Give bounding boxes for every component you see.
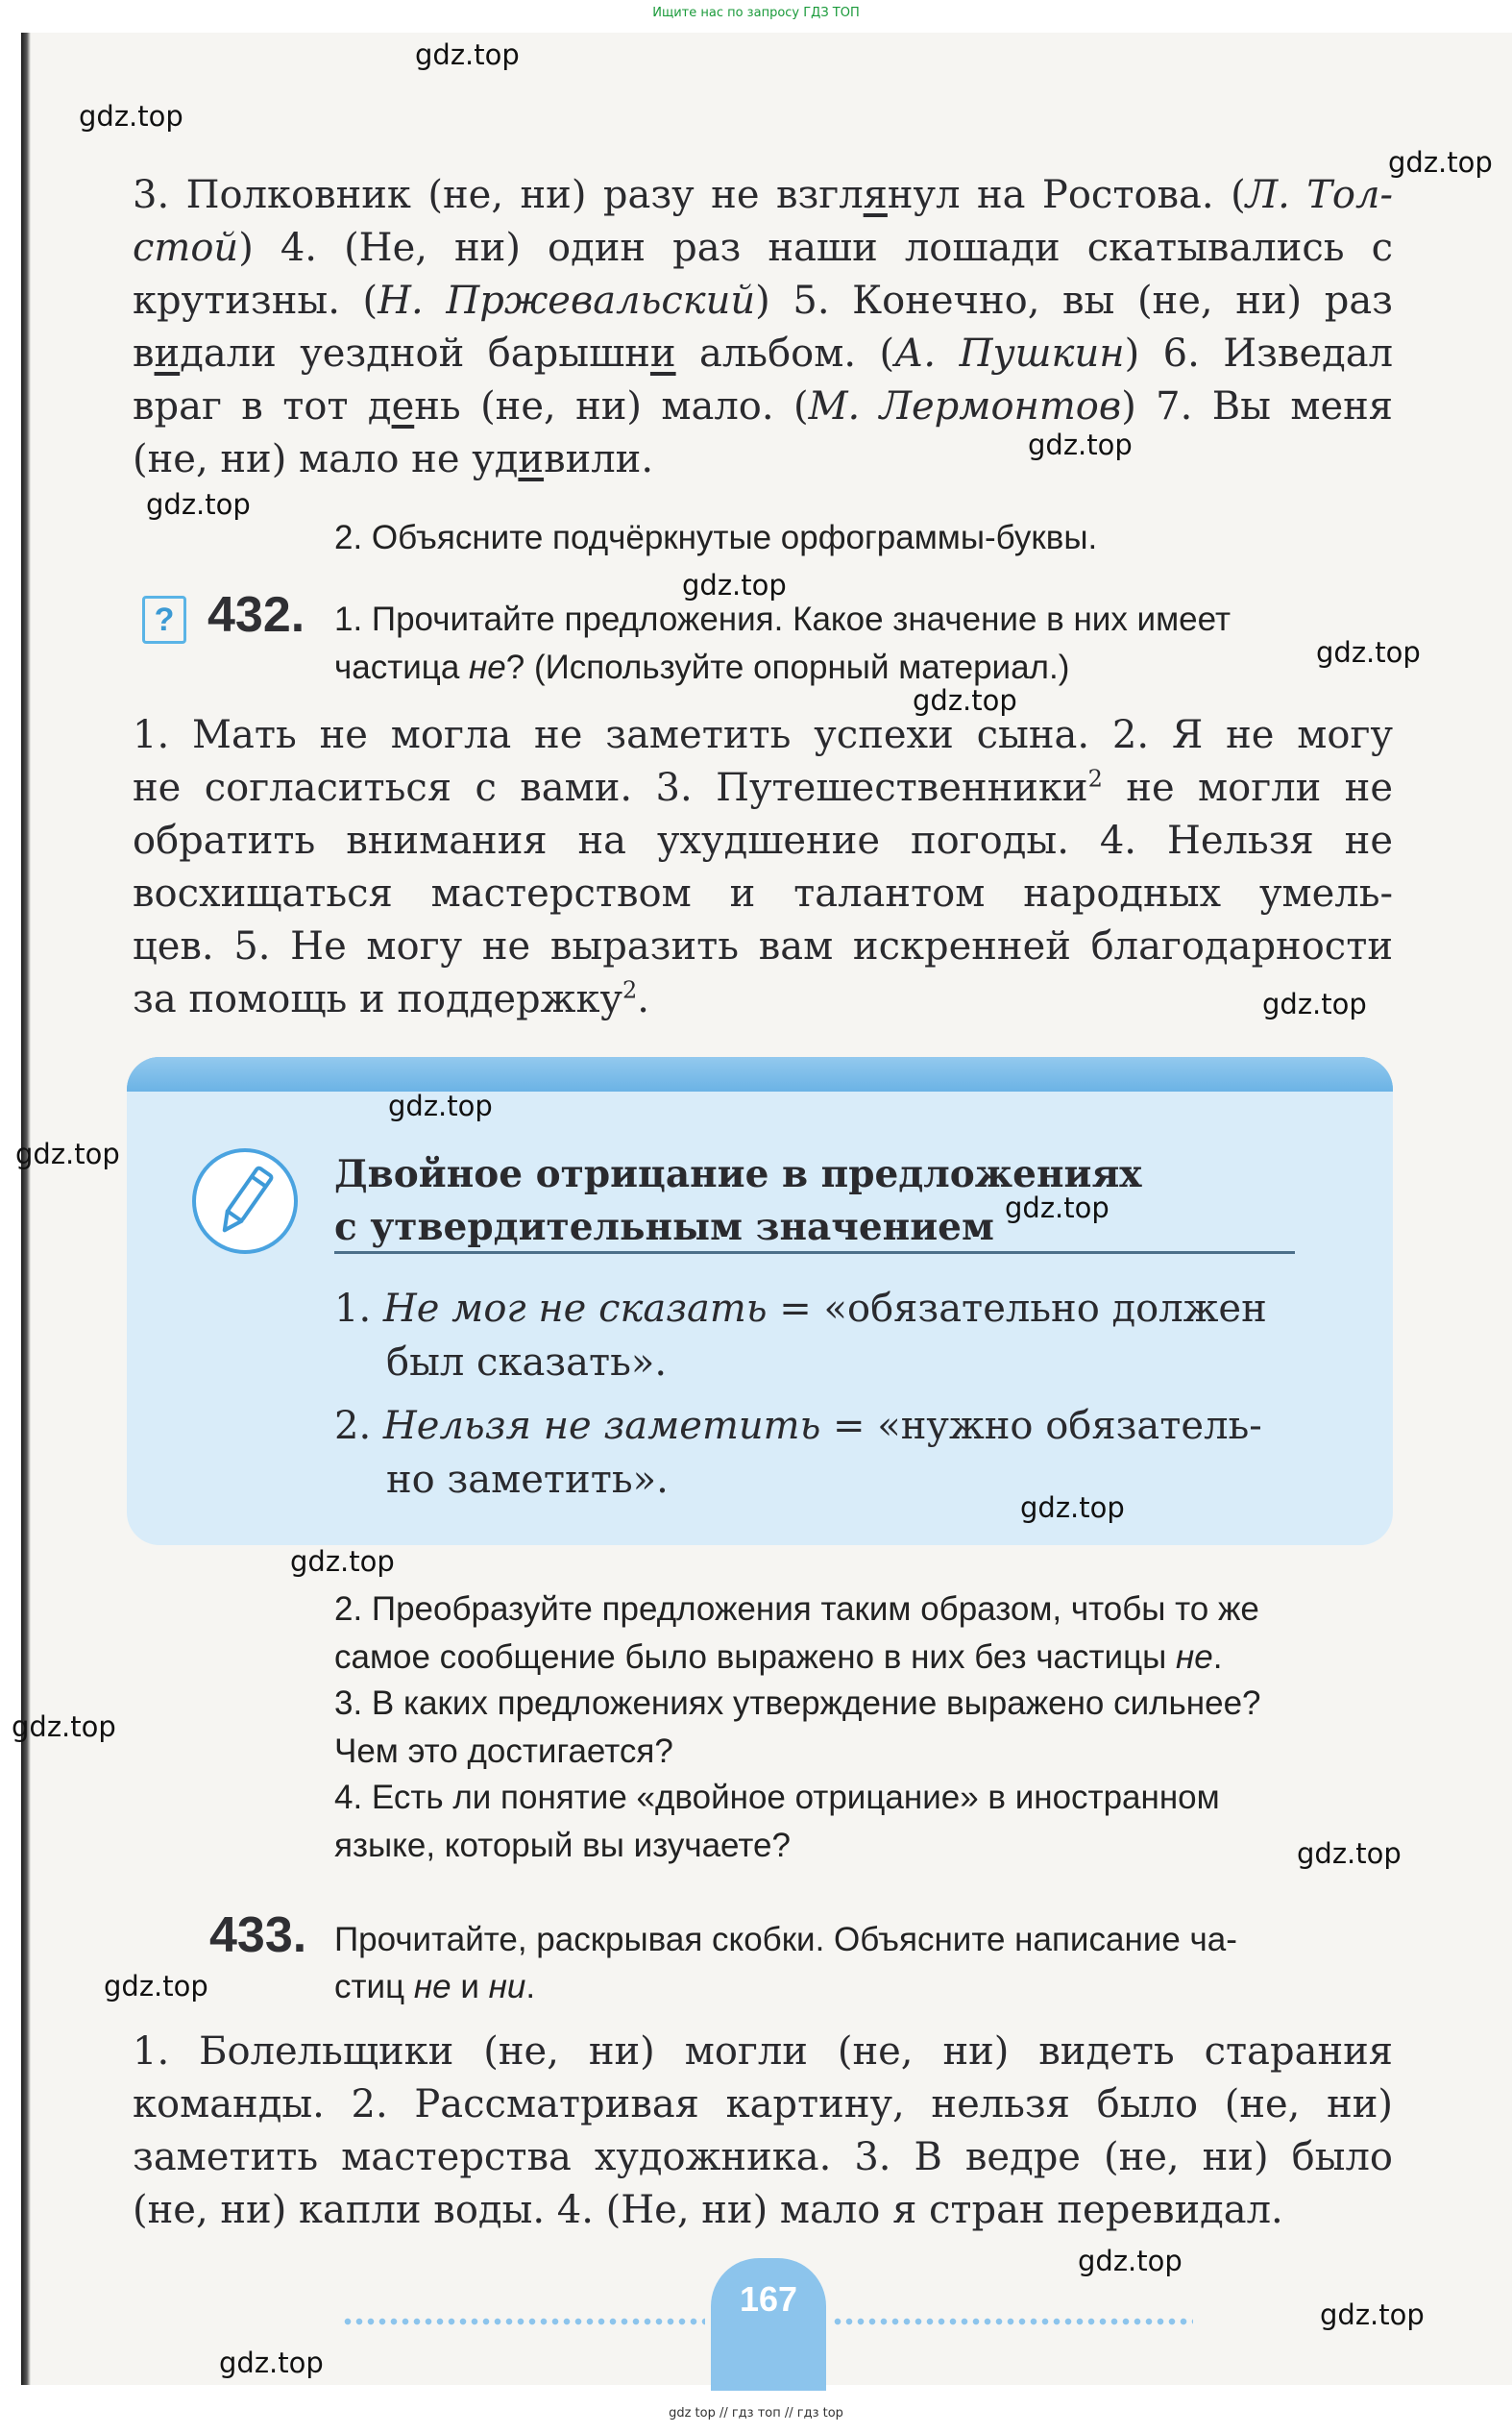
- intro-task-2: 2. Объясните подчёркнутые орфограммы-буквы.: [334, 519, 1098, 556]
- watermark: gdz.top: [913, 684, 1017, 717]
- text-line: восхищаться мастерством и талантом народных умель-: [133, 872, 1393, 916]
- exercise-432-task-line-2: частица не? (Используйте опорный материал.): [334, 649, 1070, 686]
- particle-ne: не: [469, 649, 506, 686]
- text-line: 3. Полковник (не, ни) разу не взглянул на Ростова. (Л. Тол-: [133, 173, 1393, 217]
- watermark: gdz.top: [104, 1970, 208, 2003]
- watermark: gdz.top: [1297, 1837, 1402, 1870]
- intro-paragraph: [133, 169, 1393, 486]
- exercise-432-task-3-line-1: 3. В каких предложениях утверждение выражено сильнее?: [334, 1684, 1261, 1722]
- page-number-dots-right: [832, 2318, 1193, 2325]
- text-line: стой) 4. (Не, ни) один раз наши лошади скатывались с: [133, 226, 1393, 270]
- watermark: gdz.top: [1005, 1192, 1110, 1224]
- watermark: gdz.top: [682, 569, 787, 602]
- exercise-433-sentences: [133, 2026, 1393, 2237]
- top-banner: Ищите нас по запросу ГДЗ ТОП: [652, 6, 860, 20]
- watermark: gdz.top: [12, 1710, 116, 1743]
- text-line: заметить мастерства художника. 3. В ведре (не, ни) было: [133, 2135, 1393, 2179]
- watermark: gdz.top: [1020, 1491, 1125, 1524]
- watermark: gdz.top: [219, 2347, 324, 2379]
- pencil-icon: [196, 1152, 294, 1250]
- reference-title-rule: [334, 1251, 1295, 1254]
- exercise-432-task-2-line-1: 2. Преобразуйте предложения таким образом, чтобы то же: [334, 1590, 1259, 1628]
- exercise-432-task-4-line-2: языке, который вы изучаете?: [334, 1827, 791, 1864]
- text-line: команды. 2. Рассматривая картину, нельзя было (не, ни): [133, 2082, 1393, 2126]
- exercise-432-task-4-line-1: 4. Есть ли понятие «двойное отрицание» в иностранном: [334, 1779, 1220, 1816]
- text-line: цев. 5. Не могу не выразить вам искренней благодарности: [133, 924, 1393, 969]
- watermark: gdz.top: [1388, 146, 1493, 179]
- text-line: (не, ни) мало не удивили.: [133, 437, 654, 481]
- watermark: gdz.top: [1028, 429, 1133, 461]
- page-number-dots-left: [342, 2318, 705, 2325]
- text-line: видали уездной барышни альбом. (А. Пушкин) 6. Изведал: [133, 332, 1394, 376]
- exercise-432-sentences: [133, 709, 1393, 1026]
- exercise-432-task-line-1: 1. Прочитайте предложения. Какое значение в них имеет: [334, 601, 1231, 638]
- watermark: gdz.top: [15, 1138, 120, 1170]
- page-number-tab: [711, 2258, 826, 2391]
- text-line: за помощь и поддержку$^2$.: [133, 976, 649, 1021]
- pencil-reference-icon: [192, 1148, 298, 1254]
- text-line: (не, ни) капли воды. 4. (Не, ни) мало я стран перевидал.: [133, 2188, 1283, 2232]
- text-line: не согласиться с вами. 3. Путешественники$^2$ не могли не: [133, 765, 1394, 810]
- watermark: gdz.top: [1316, 636, 1421, 669]
- page-binding-edge: [21, 33, 31, 2385]
- text-line: крутизны. (Н. Пржевальский) 5. Конечно, вы (не, ни) раз: [133, 279, 1393, 323]
- exercise-433-task-line-1: Прочитайте, раскрывая скобки. Объясните написание ча-: [334, 1921, 1237, 1958]
- watermark: gdz.top: [1078, 2245, 1183, 2277]
- bottom-banner: gdz top // гдз топ // гдз top: [669, 2406, 843, 2421]
- reference-box-header-stripe: [127, 1057, 1393, 1092]
- text-line: 1. Мать не могла не заметить успехи сына. 2. Я не могу: [133, 713, 1393, 757]
- watermark: gdz.top: [1320, 2298, 1425, 2331]
- exercise-432-task-3-line-2: Чем это достигается?: [334, 1733, 673, 1770]
- watermark: gdz.top: [1262, 988, 1367, 1020]
- watermark: gdz.top: [79, 100, 183, 133]
- question-task-icon: ?: [142, 596, 186, 644]
- reference-item-2: 2. Нельзя не заметить = «нужно обязатель- но заметить».: [334, 1404, 1262, 1502]
- reference-title: Двойное отрицание в предложениях с утвердительным значением: [334, 1152, 1142, 1249]
- exercise-433-number: 433.: [209, 1907, 307, 1963]
- text-line: враг в тот день (не, ни) мало. (М. Лермонтов) 7. Вы меня: [133, 384, 1394, 429]
- watermark: gdz.top: [388, 1090, 493, 1122]
- watermark: gdz.top: [146, 488, 251, 521]
- exercise-432-number: 432.: [207, 587, 305, 643]
- reference-item-1: 1. Не мог не сказать = «обязательно должен был сказать».: [334, 1287, 1267, 1385]
- exercise-432-task-2-line-2: самое сообщение было выражено в них без частицы не.: [334, 1638, 1223, 1676]
- watermark: gdz.top: [290, 1545, 395, 1578]
- text-line: 1. Болельщики (не, ни) могли (не, ни) видеть старания: [133, 2029, 1393, 2074]
- exercise-433-task-line-2: стиц не и ни.: [334, 1968, 536, 2005]
- watermark: gdz.top: [415, 38, 520, 71]
- text-line: обратить внимания на ухудшение погоды. 4. Нельзя не: [133, 819, 1393, 863]
- page-number: 167: [739, 2279, 798, 2319]
